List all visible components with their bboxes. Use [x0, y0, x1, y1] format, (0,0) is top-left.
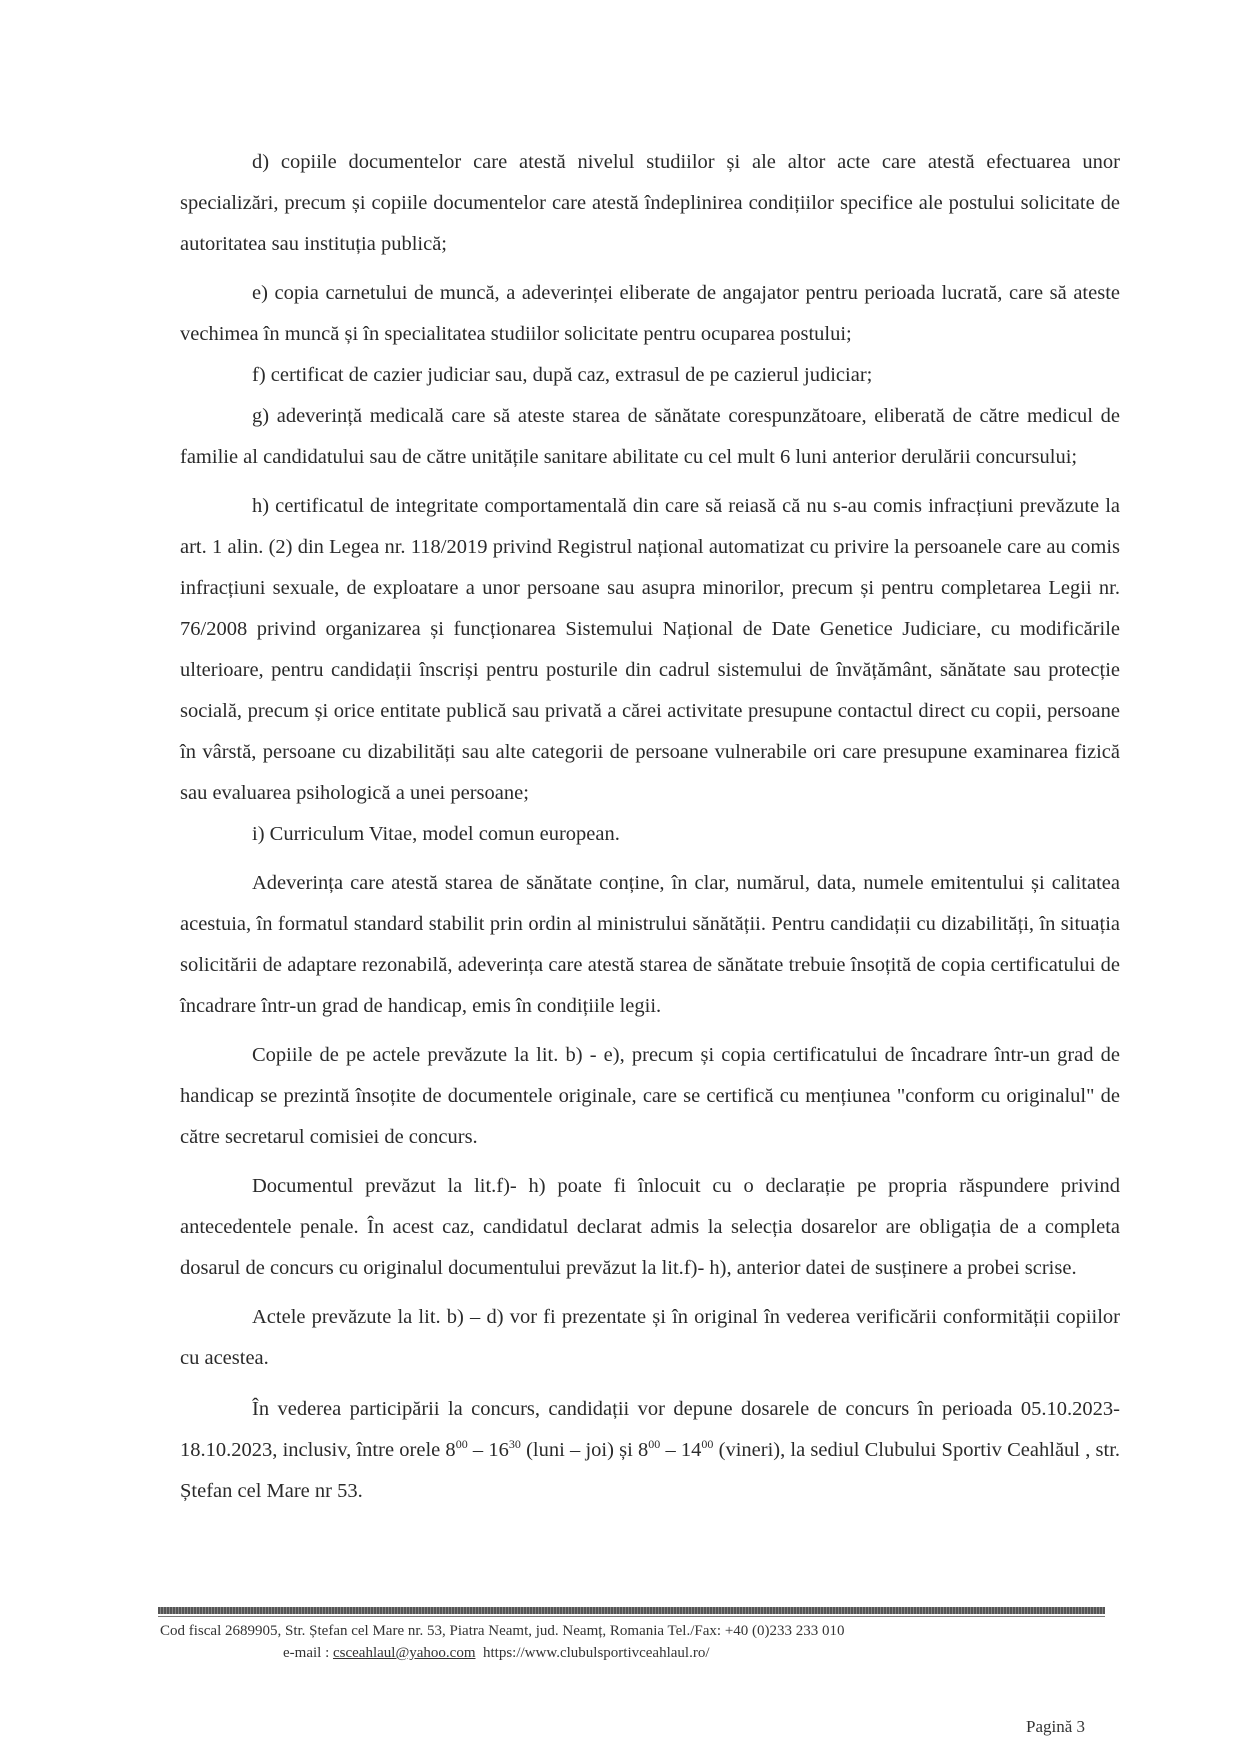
page-number: Pagină 3 [1026, 1717, 1086, 1736]
paragraph-submission-period [180, 1389, 1120, 1512]
footer-divider [158, 1607, 1105, 1614]
submission-text-5: (vineri), la sediul Clubului Sportiv Ceahlăul , str. Ștefan cel Mare nr 53. [180, 1439, 1121, 1502]
time-sup-4: 00 [701, 1437, 714, 1452]
paragraph-e: e) copia carnetului de muncă, a adeverinței eliberate de angajator pentru perioada lucrată, care să ateste vechimea în muncă și în specialitatea studiilor solicitate pentru ocuparea postului; [180, 282, 1120, 345]
time-sup-3: 00 [648, 1437, 661, 1452]
paragraph-criminal-record: Documentul prevăzut la lit.f)- h) poate fi înlocuit cu o declarație pe propria răspundere privind antecedentele penale. În acest caz, candidatul declarat admis la selecția dosarelor are obligația de a completa dosarul de concurs cu originalul documentului prevăzut la lit.f)- h), anterior datei de susținere a probei scrise. [180, 1175, 1120, 1279]
paragraph-originals: Actele prevăzute la lit. b) – d) vor fi prezentate și în original în vederea verificării conformității copiilor cu acestea. [180, 1306, 1120, 1369]
footer-address: Cod fiscal 2689905, Str. Ștefan cel Mare nr. 53, Piatra Neamt, jud. Neamț, Romania Tel./Fax: +40 (0)233 233 010 [160, 1623, 845, 1639]
footer-email-label: e-mail : [283, 1645, 333, 1661]
document-body [180, 142, 1120, 1512]
footer-email-link[interactable]: csceahlaul@yahoo.com [332, 1645, 476, 1661]
submission-text-4: – 14 [660, 1439, 702, 1461]
submission-text-3: (luni – joi) și 8 [520, 1439, 649, 1461]
paragraph-h: h) certificatul de integritate comportamentală din care să reiasă că nu s-au comis infracțiuni prevăzute la art. 1 alin. (2) din Legea nr. 118/2019 privind Registrul național automatizat cu privire la persoanele care au comis infracțiuni sexuale, de exploatare a unor persoane sau asupra minorilor, precum și pentru completarea Legii nr. 76/2008 privind organizarea și funcționarea Sistemului Național de Date Genetice Judiciare, cu modificările ulterioare, pentru candidații înscriși pentru posturile din cadrul sistemului de învățământ, sănătate sau protecție socială, precum și orice entitate publică sau privată a cărei activitate presupune contactul direct cu copii, persoane în vârstă, persoane cu dizabilități sau alte categorii de persoane vulnerabile ori care presupune examinarea fizică sau evaluarea psihologică a unei persoane; [180, 495, 1120, 804]
footer-divider-thin [158, 1616, 1105, 1617]
paragraph-f: f) certificat de cazier judiciar sau, după caz, extrasul de pe cazierul judiciar; [252, 364, 873, 386]
paragraph-g: g) adeverință medicală care să ateste starea de sănătate corespunzătoare, eliberată de către medicul de familie al candidatului sau de către unitățile sanitare abilitate cu cel mult 6 luni anterior derulării concursului; [180, 405, 1120, 468]
time-sup-1: 00 [455, 1437, 468, 1452]
submission-text-2: – 16 [467, 1439, 509, 1461]
submission-text-1: În vederea participării la concurs, candidații vor depune dosarele de concurs în perioada 05.10.2023-18.10.2023, inclusiv, între orele 8 [180, 1398, 1120, 1461]
paragraph-medical-certificate: Adeverința care atestă starea de sănătate conține, în clar, numărul, data, numele emitentului și calitatea acestuia, în formatul standard stabilit prin ordin al ministrului sănătății. Pentru candidații cu dizabilități, în situația solicitării de adaptare rezonabilă, adeverința care atestă starea de sănătate trebuie însoțită de copia certificatului de încadrare într-un grad de handicap, emis în condițiile legii. [180, 872, 1120, 1017]
paragraph-copies: Copiile de pe actele prevăzute la lit. b) - e), precum și copia certificatului de încadrare într-un grad de handicap se prezintă însoțite de documentele originale, care se certifică cu mențiunea "conform cu originalul" de către secretarul comisiei de concurs. [180, 1044, 1120, 1148]
footer-website-link[interactable]: https://www.clubulsportivceahlaul.ro/ [483, 1645, 710, 1661]
page-footer [158, 1620, 1108, 1664]
paragraph-i: i) Curriculum Vitae, model comun european. [252, 823, 620, 845]
paragraph-d: d) copiile documentelor care atestă nivelul studiilor și ale altor acte care atestă efectuarea unor specializări, precum și copiile documentelor care atestă îndeplinirea condițiilor specifice ale postului solicitate de autoritatea sau instituția publică; [180, 151, 1120, 255]
time-sup-2: 30 [508, 1437, 521, 1452]
footer-contact [158, 1642, 1108, 1664]
